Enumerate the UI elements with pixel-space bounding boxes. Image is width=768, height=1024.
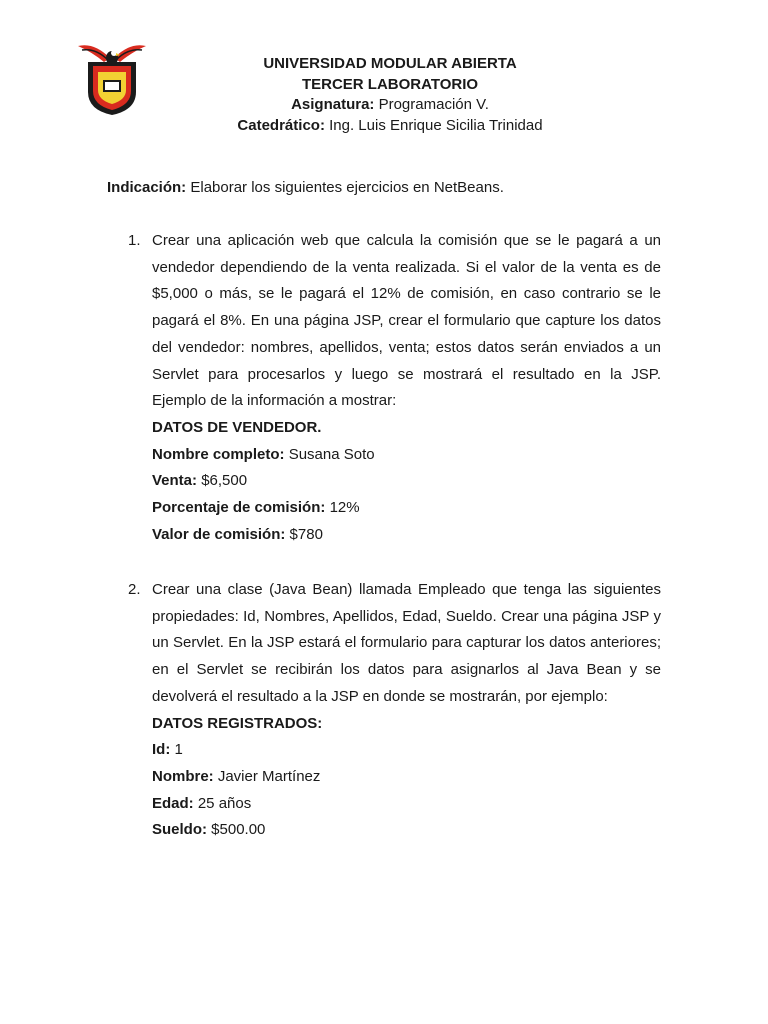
university-logo <box>76 40 148 116</box>
subject-line <box>150 95 630 116</box>
example-field <box>152 817 661 844</box>
field-label: Edad: <box>152 794 194 812</box>
example-field <box>152 522 661 549</box>
example-field <box>152 764 661 791</box>
field-label: Sueldo: <box>152 821 207 839</box>
field-value: 1 <box>174 741 183 759</box>
exercise-1 <box>128 228 661 548</box>
field-label: Nombre: <box>152 767 214 785</box>
university-name: UNIVERSIDAD MODULAR ABIERTA <box>263 55 517 72</box>
example-title: DATOS REGISTRADOS: <box>152 714 323 732</box>
exercise-number: 1. <box>128 232 141 249</box>
exercise-number: 2. <box>128 581 141 598</box>
exercise-2 <box>128 577 661 844</box>
field-value: $780 <box>289 525 323 543</box>
field-label: Venta: <box>152 472 198 490</box>
example-field <box>152 468 661 495</box>
example-field <box>152 495 661 522</box>
instruction-line <box>107 178 504 198</box>
lab-title: TERCER LABORATORIO <box>301 75 479 93</box>
example-field <box>152 737 661 764</box>
teacher-label: Catedrático: <box>237 116 325 134</box>
exercise-text: Crear una clase (Java Bean) llamada Empleado que tenga las siguientes propiedades: Id, Nombres, Apellidos, Edad, Sueldo. Crear una página JSP y un Servlet. En la JSP estará el formulario para capturar los datos anteriores; en el Servlet se recibirán los datos para asignarlos al Java Bean y se devolverá el resultado a la JSP en donde se mostrarán, por ejemplo: <box>152 581 661 705</box>
example-title: DATOS DE VENDEDOR. <box>152 418 322 436</box>
subject-value: Programación V. <box>378 96 489 113</box>
document-header <box>150 54 630 136</box>
field-value: $500.00 <box>211 821 266 839</box>
example-field <box>152 791 661 818</box>
field-label: Porcentaje de comisión: <box>152 499 326 517</box>
field-label: Nombre completo: <box>152 445 285 463</box>
subject-label: Asignatura: <box>291 96 375 113</box>
teacher-line <box>150 116 630 137</box>
field-value: 12% <box>329 499 360 517</box>
example-field <box>152 442 661 469</box>
field-value: $6,500 <box>201 472 248 490</box>
field-value: 25 años <box>197 794 252 812</box>
instruction-label: Indicación: <box>107 179 187 196</box>
field-label: Valor de comisión: <box>152 525 286 543</box>
exercise-text: Crear una aplicación web que calcula la comisión que se le pagará a un vendedor dependiendo de la venta realizada. Si el valor de la venta es de $5,000 o más, se le pagará el 12% de comisión, en caso contrario se le pagará el 8%. En una página JSP, crear el formulario que capture los datos del vendedor: nombres, apellidos, venta; estos datos serán enviados a un Servlet para procesarlos y luego se mostrará el resultado en la JSP. Ejemplo de la información a mostrar: <box>152 232 661 410</box>
instruction-text: Elaborar los siguientes ejercicios en NetBeans. <box>190 179 504 196</box>
field-value: Javier Martínez <box>217 767 321 785</box>
field-label: Id: <box>152 741 171 759</box>
field-value: Susana Soto <box>288 445 375 463</box>
teacher-value: Ing. Luis Enrique Sicilia Trinidad <box>329 116 543 134</box>
